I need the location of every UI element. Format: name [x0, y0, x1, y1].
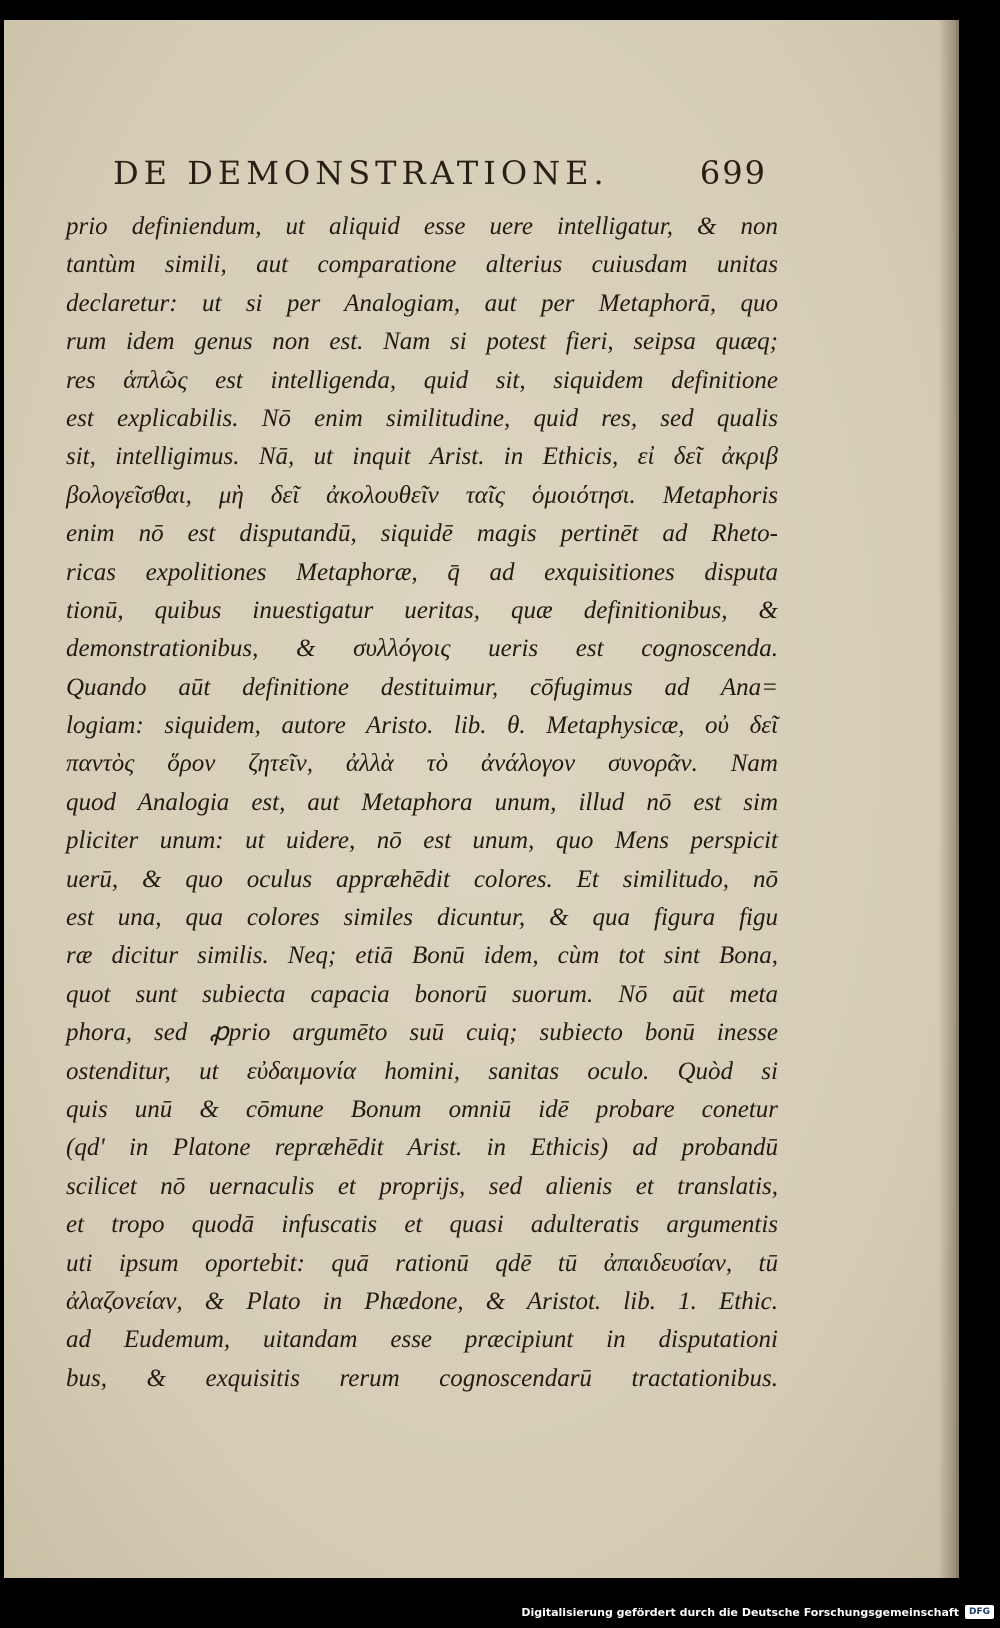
text-line: ἀλαζονείαν, & Plato in Phædone, & Aristot. lib. 1. Ethic. — [66, 1287, 778, 1315]
text-line: prio definiendum, ut aliquid esse uere intelligatur, & non — [66, 213, 778, 240]
digitization-footer — [521, 1600, 994, 1624]
text-line: quot sunt subiecta capacia bonorū suorum. Nō aūt meta — [66, 980, 778, 1008]
text-line: Quando aūt definitione destituimur, cōfugimus ad Ana= — [66, 673, 778, 701]
text-line: bus, & exquisitis rerum cognoscendarū tractationibus. — [66, 1364, 778, 1392]
text-line: logiam: siquidem, autore Aristo. lib. θ. Metaphysicæ, οὐ δεῖ — [66, 712, 778, 740]
page-edge-shadow — [938, 20, 956, 1578]
text-line: ræ dicitur similis. Neq; etiā Bonū idem, cùm tot sint Bona, — [66, 942, 778, 970]
text-line: et tropo quodā infuscatis et quasi adulteratis argumentis — [66, 1211, 778, 1239]
text-line: παντὸς ὅρον ζητεῖν, ἀλλὰ τὸ ἀνάλογον συνορᾶν. Nam — [66, 750, 778, 778]
text-line: uerū, & quo oculus appræhēdit colores. Et similitudo, nō — [66, 865, 778, 893]
dfg-logo-icon: DFG — [965, 1605, 994, 1619]
page-number: 699 — [699, 154, 767, 192]
body-text — [66, 208, 778, 1398]
text-line: uti ipsum oportebit: quā rationū qdē tū ἀπαιδευσίαν, tū — [66, 1249, 778, 1277]
text-line: quod Analogia est, aut Metaphora unum, illud nō est sim — [66, 788, 778, 816]
text-line: sit, intelligimus. Nā, ut inquit Arist. in Ethicis, εἰ δεῖ ἀκριβ — [66, 443, 778, 471]
text-line: demonstrationibus, & συλλόγοις ueris est cognoscenda. — [66, 635, 778, 663]
text-line: declaretur: ut si per Analogiam, aut per Metaphorā, quo — [66, 289, 778, 317]
text-line: res ἁπλῶς est intelligenda, quid sit, siquidem definitione — [66, 366, 778, 394]
text-line: phora, sed ꝓprio argumēto suū cuiq; subiecto bonū inesse — [66, 1019, 778, 1047]
text-line: (qd' in Platone repræhēdit Arist. in Ethicis) ad probandū — [66, 1134, 778, 1162]
text-line: quis unū & cōmune Bonum omniū idē probare conetur — [66, 1095, 778, 1123]
text-line: est una, qua colores similes dicuntur, & qua figura figu — [66, 904, 778, 932]
text-line: ricas expolitiones Metaphoræ, q̄ ad exquisitiones disputa — [66, 558, 778, 586]
text-line: ad Eudemum, uitandam esse præcipiunt in disputationi — [66, 1326, 778, 1354]
text-line: βολογεῖσθαι, μὴ δεῖ ἀκολουθεῖν ταῖς ὁμοιότησι. Metaphoris — [66, 481, 778, 509]
text-line: pliciter unum: ut uidere, nō est unum, quo Mens perspicit — [66, 827, 778, 855]
text-line: tantùm simili, aut comparatione alterius cuiusdam unitas — [66, 251, 778, 279]
text-line: scilicet nō uernaculis et proprijs, sed alienis et translatis, — [66, 1172, 778, 1200]
text-line: ostenditur, ut εὐδαιμονία homini, sanitas oculo. Quòd si — [66, 1057, 778, 1085]
funding-notice: Digitalisierung gefördert durch die Deutsche Forschungsgemeinschaft — [521, 1605, 959, 1619]
text-line: enim nō est disputandū, siquidē magis pertinēt ad Rheto- — [66, 520, 778, 548]
text-line: est explicabilis. Nō enim similitudine, quid res, sed qualis — [66, 404, 778, 432]
page-header — [99, 154, 767, 198]
running-head: DE DEMONSTRATIONE. — [113, 154, 609, 192]
text-line: tionū, quibus inuestigatur ueritas, quæ definitionibus, & — [66, 596, 778, 624]
text-line: rum idem genus non est. Nam si potest fieri, seipsa quæq; — [66, 328, 778, 356]
book-page — [4, 20, 959, 1578]
